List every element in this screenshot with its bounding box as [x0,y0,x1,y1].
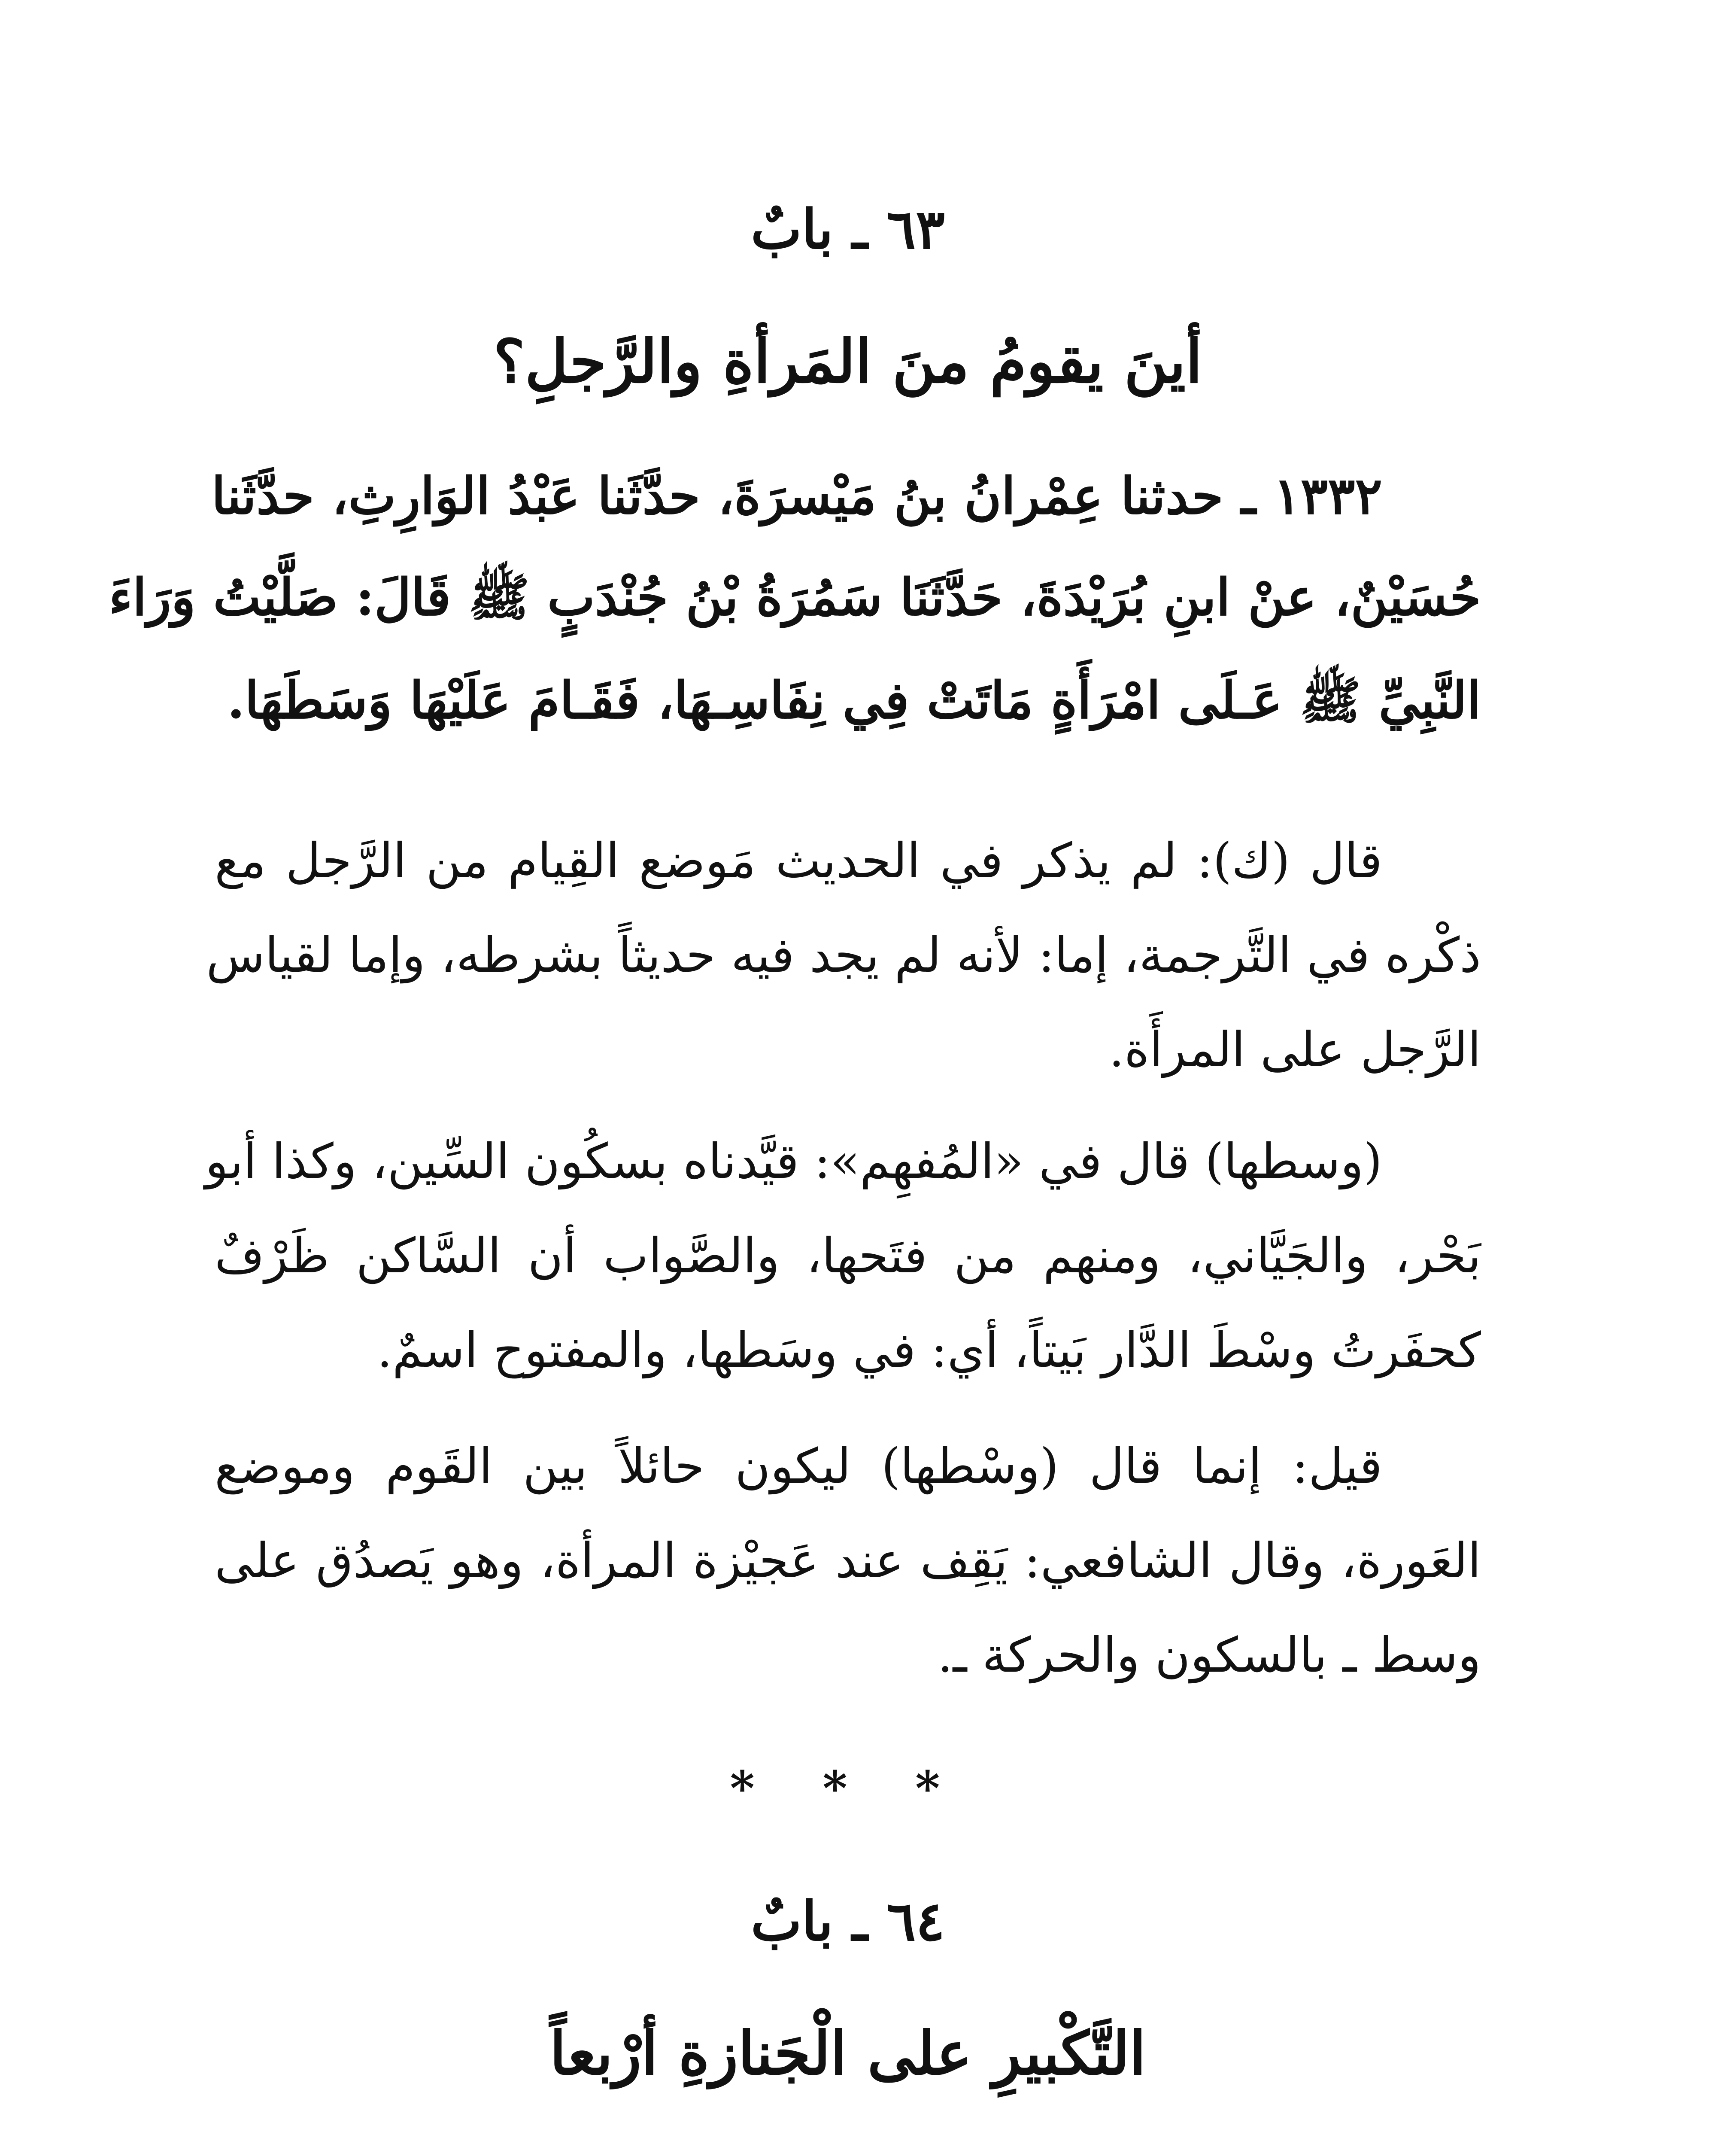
commentary-line: وسط ـ بالسكون والحركة ـ. [938,1627,1481,1683]
commentary-line: كحفَرتُ وسْطَ الدَّار بَيتاً، أي: في وسَطها، والمفتوح اسمٌ. [377,1323,1481,1378]
section-separator: * * * [730,1761,966,1816]
hadith-line: حُسَيْنٌ، عنْ ابنِ بُرَيْدَةَ، حَدَّثَنَا سَمُرَةُ بْنُ جُنْدَبٍ ﷺ قَالَ: صَلَّيْتُ وَرَاءَ [109,567,1481,627]
commentary-line: العَورة، وقال الشافعي: يَقِف عند عَجيْزة المرأة، وهو يَصدُق على [215,1533,1481,1589]
hadith-line: ١٣٣٢ ـ حدثنا عِمْرانُ بنُ مَيْسرَةَ، حدَّثَنا عَبْدُ الوَارِثِ، حدَّثَنا [211,466,1382,526]
commentary-line: بَحْر، والجَيَّاني، ومنهم من فتَحها، والصَّواب أن السَّاكن ظَرْفٌ [215,1228,1481,1284]
hadith-line: النَّبِيِّ ﷺ عَـلَى امْرَأَةٍ مَاتَتْ فِي نِفَاسِـهَا، فَقَـامَ عَلَيْهَا وَسَطَهَا. [227,670,1481,730]
chapter-63-number: ٦٣ ـ بابٌ [750,198,945,261]
chapter-64-number: ٦٤ ـ بابٌ [750,1889,945,1953]
commentary-line: الرَّجل على المرأَة. [1109,1022,1481,1078]
commentary-line: (وسطها) قال في «المُفهِم»: قيَّدناه بسكُون السِّين، وكذا أبو [205,1134,1382,1189]
chapter-64-title: التَّكْبيرِ على الْجَنازةِ أرْبعاً [549,2018,1146,2088]
commentary-line: ذكْره في التَّرجمة، إما: لأنه لم يجد فيه حديثاً بشرطه، وإما لقياس [206,928,1481,983]
commentary-line: قال (ك): لم يذكر في الحديث مَوضع القِيام من الرَّجل مع [215,833,1382,889]
chapter-63-title: أينَ يقومُ منَ المَرأةِ والرَّجلِ؟ [493,326,1202,396]
commentary-line: قيل: إنما قال (وسْطها) ليكون حائلاً بين القَوم وموضع [215,1438,1382,1494]
